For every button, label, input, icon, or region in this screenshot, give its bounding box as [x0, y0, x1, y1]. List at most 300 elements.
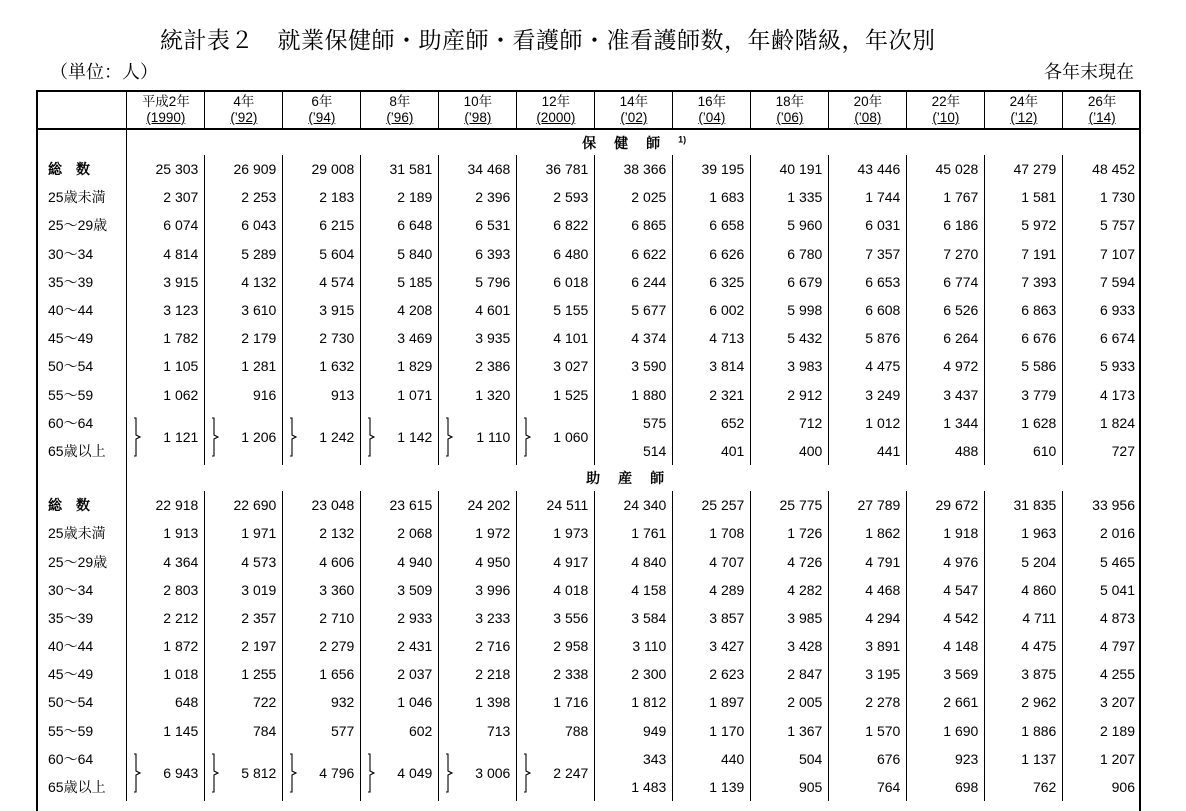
- header-corner: [36, 91, 127, 129]
- year-western: (’06): [776, 110, 804, 125]
- data-cell: 1 963: [985, 519, 1063, 547]
- data-cell: 905: [751, 773, 829, 801]
- data-cell: 5 840: [361, 240, 439, 268]
- section-heading-row: [36, 129, 1141, 155]
- row-label: 40～44: [48, 638, 94, 655]
- data-cell: 4 797: [1063, 632, 1141, 660]
- data-cell: 4 132: [205, 268, 283, 296]
- data-cell: 1 071: [361, 381, 439, 409]
- merged-data-cell: [283, 745, 361, 801]
- data-cell: 6 043: [205, 211, 283, 239]
- data-cell: 1 581: [985, 183, 1063, 211]
- year-label: 18年: [775, 94, 805, 109]
- year-label: 22年: [931, 94, 961, 109]
- data-cell: 2 593: [517, 183, 595, 211]
- data-cell: 4 860: [985, 576, 1063, 604]
- data-cell: 3 360: [283, 576, 361, 604]
- year-label: 6年: [311, 94, 333, 109]
- age-row: [36, 352, 1141, 380]
- data-cell: 488: [907, 437, 985, 465]
- data-cell: 1 483: [595, 773, 673, 801]
- data-cell: 713: [439, 717, 517, 745]
- data-cell: 1 918: [907, 519, 985, 547]
- data-cell: 1 062: [127, 381, 205, 409]
- row-label: 50～54: [48, 358, 94, 375]
- row-label: 65歳以上: [48, 779, 106, 796]
- row-label: 35～39: [48, 273, 94, 290]
- table-right-border: [1139, 90, 1141, 811]
- year-western: (’08): [854, 110, 882, 125]
- merged-data-cell: [127, 409, 205, 465]
- data-cell: 1 012: [829, 409, 907, 437]
- data-cell: 4 475: [985, 632, 1063, 660]
- data-cell: 6 622: [595, 240, 673, 268]
- row-label: 30～34: [48, 581, 94, 598]
- data-cell: 48 452: [1063, 155, 1141, 183]
- data-cell: 764: [829, 773, 907, 801]
- year-header: [205, 91, 283, 129]
- data-cell: 949: [595, 717, 673, 745]
- data-cell: 7 270: [907, 240, 985, 268]
- row-label: 55～59: [48, 722, 94, 739]
- data-cell: 4 711: [985, 604, 1063, 632]
- year-header: [985, 91, 1063, 129]
- data-cell: 2 037: [361, 660, 439, 688]
- data-cell: 5 432: [751, 324, 829, 352]
- data-cell: 2 710: [283, 604, 361, 632]
- data-cell: 916: [205, 381, 283, 409]
- data-cell: 2 357: [205, 604, 283, 632]
- statistics-table: [36, 90, 1141, 801]
- data-cell: 24 340: [595, 491, 673, 519]
- data-cell: 23 048: [283, 491, 361, 519]
- age-row: [36, 576, 1141, 604]
- data-cell: 1 320: [439, 381, 517, 409]
- data-cell: 1 344: [907, 409, 985, 437]
- data-cell: 6 531: [439, 211, 517, 239]
- data-cell: 3 983: [751, 352, 829, 380]
- data-cell: 788: [517, 717, 595, 745]
- data-cell: 2 068: [361, 519, 439, 547]
- data-cell: 6 933: [1063, 296, 1141, 324]
- year-label: 16年: [697, 94, 727, 109]
- data-cell: 2 431: [361, 632, 439, 660]
- data-cell: 1 656: [283, 660, 361, 688]
- data-cell: 6 608: [829, 296, 907, 324]
- data-cell: 4 917: [517, 547, 595, 575]
- merged-value: 1 242: [319, 428, 355, 445]
- data-cell: 38 366: [595, 155, 673, 183]
- data-cell: 7 357: [829, 240, 907, 268]
- data-cell: 2 912: [751, 381, 829, 409]
- age-row: [36, 268, 1141, 296]
- data-cell: 6 264: [907, 324, 985, 352]
- year-header: [1063, 91, 1141, 129]
- year-western: (2000): [536, 110, 576, 125]
- data-cell: 1 824: [1063, 409, 1141, 437]
- data-cell: 4 282: [751, 576, 829, 604]
- data-cell: 5 604: [283, 240, 361, 268]
- data-cell: 4 158: [595, 576, 673, 604]
- data-cell: 4 208: [361, 296, 439, 324]
- data-cell: 1 897: [673, 688, 751, 716]
- row-label: 60～64: [48, 750, 94, 767]
- data-cell: 722: [205, 688, 283, 716]
- data-cell: 6 626: [673, 240, 751, 268]
- data-cell: 7 107: [1063, 240, 1141, 268]
- data-cell: 6 676: [985, 324, 1063, 352]
- data-cell: 36 781: [517, 155, 595, 183]
- data-cell: 31 581: [361, 155, 439, 183]
- section-title: [127, 465, 1141, 491]
- data-cell: 1 716: [517, 688, 595, 716]
- year-header: [517, 91, 595, 129]
- data-cell: 1 973: [517, 519, 595, 547]
- data-cell: 4 972: [907, 352, 985, 380]
- age-row: [36, 660, 1141, 688]
- data-cell: 26 909: [205, 155, 283, 183]
- data-cell: 4 726: [751, 547, 829, 575]
- data-cell: 4 601: [439, 296, 517, 324]
- data-cell: 33 956: [1063, 491, 1141, 519]
- data-cell: 514: [595, 437, 673, 465]
- data-cell: 3 556: [517, 604, 595, 632]
- row-label: 35～39: [48, 609, 94, 626]
- data-cell: 4 364: [127, 547, 205, 575]
- data-cell: 3 996: [439, 576, 517, 604]
- data-cell: 3 123: [127, 296, 205, 324]
- merged-value: 2 247: [553, 764, 589, 781]
- data-cell: 6 480: [517, 240, 595, 268]
- data-cell: 2 730: [283, 324, 361, 352]
- section-name: 保健師: [582, 134, 679, 151]
- data-cell: 1 782: [127, 324, 205, 352]
- data-cell: 6 653: [829, 268, 907, 296]
- data-cell: 1 829: [361, 352, 439, 380]
- data-cell: 3 428: [751, 632, 829, 660]
- data-cell: 4 018: [517, 576, 595, 604]
- merged-value: 6 943: [163, 764, 199, 781]
- data-cell: 2 321: [673, 381, 751, 409]
- data-cell: 2 307: [127, 183, 205, 211]
- age-row: [36, 717, 1141, 745]
- data-cell: 31 835: [985, 491, 1063, 519]
- data-cell: 5 960: [751, 211, 829, 239]
- data-cell: 1 018: [127, 660, 205, 688]
- data-cell: 906: [1063, 773, 1141, 801]
- data-cell: 1 690: [907, 717, 985, 745]
- data-cell: 40 191: [751, 155, 829, 183]
- data-cell: 47 279: [985, 155, 1063, 183]
- data-cell: 4 976: [907, 547, 985, 575]
- age-row: [36, 604, 1141, 632]
- data-cell: 4 542: [907, 604, 985, 632]
- data-cell: 4 289: [673, 576, 751, 604]
- data-cell: 727: [1063, 437, 1141, 465]
- table-left-border: [36, 90, 38, 811]
- data-cell: 1 335: [751, 183, 829, 211]
- merged-value: 5 812: [241, 764, 277, 781]
- data-cell: 22 918: [127, 491, 205, 519]
- data-cell: 1 046: [361, 688, 439, 716]
- header-row: [36, 91, 1141, 129]
- data-cell: 2 278: [829, 688, 907, 716]
- data-cell: 1 170: [673, 717, 751, 745]
- brace-icon: [211, 417, 219, 457]
- data-cell: 1 139: [673, 773, 751, 801]
- year-header: [751, 91, 829, 129]
- data-cell: 24 202: [439, 491, 517, 519]
- merged-value: 1 121: [163, 428, 199, 445]
- year-western: (’02): [620, 110, 648, 125]
- data-cell: 5 972: [985, 211, 1063, 239]
- merged-value: 1 206: [241, 428, 277, 445]
- data-cell: 2 218: [439, 660, 517, 688]
- data-cell: 5 998: [751, 296, 829, 324]
- data-cell: 1 570: [829, 717, 907, 745]
- brace-icon: [523, 417, 531, 457]
- as-of-label: 各年末現在: [1044, 62, 1134, 83]
- data-cell: 3 814: [673, 352, 751, 380]
- data-cell: 6 393: [439, 240, 517, 268]
- row-label: 25歳未満: [48, 189, 106, 206]
- merged-data-cell: [439, 409, 517, 465]
- data-cell: 913: [283, 381, 361, 409]
- age-row: [36, 296, 1141, 324]
- data-cell: 2 025: [595, 183, 673, 211]
- row-label: 25～29歳: [48, 553, 108, 570]
- data-cell: 1 730: [1063, 183, 1141, 211]
- year-header: [829, 91, 907, 129]
- data-cell: 6 018: [517, 268, 595, 296]
- row-label: 60～64: [48, 414, 94, 431]
- data-cell: 4 374: [595, 324, 673, 352]
- data-cell: 7 191: [985, 240, 1063, 268]
- data-cell: 1 726: [751, 519, 829, 547]
- data-cell: 4 101: [517, 324, 595, 352]
- age-row: [36, 211, 1141, 239]
- data-cell: 712: [751, 409, 829, 437]
- data-cell: 5 465: [1063, 547, 1141, 575]
- data-cell: 932: [283, 688, 361, 716]
- data-cell: 2 253: [205, 183, 283, 211]
- year-header: [439, 91, 517, 129]
- data-cell: 1 367: [751, 717, 829, 745]
- year-western: (’98): [464, 110, 492, 125]
- age-row: [36, 240, 1141, 268]
- data-cell: 5 796: [439, 268, 517, 296]
- data-cell: 2 962: [985, 688, 1063, 716]
- data-cell: 3 427: [673, 632, 751, 660]
- data-cell: 1 886: [985, 717, 1063, 745]
- merged-data-cell: [205, 409, 283, 465]
- data-cell: 3 233: [439, 604, 517, 632]
- merged-value: 4 049: [397, 764, 433, 781]
- data-cell: 648: [127, 688, 205, 716]
- merged-data-cell: [439, 745, 517, 801]
- brace-icon: [445, 417, 453, 457]
- year-western: (’96): [386, 110, 414, 125]
- data-cell: 1 105: [127, 352, 205, 380]
- data-cell: 5 677: [595, 296, 673, 324]
- data-cell: 1 972: [439, 519, 517, 547]
- data-cell: 1 971: [205, 519, 283, 547]
- year-header: [673, 91, 751, 129]
- age-row: [36, 547, 1141, 575]
- data-cell: 5 204: [985, 547, 1063, 575]
- data-cell: 4 148: [907, 632, 985, 660]
- data-cell: 2 189: [1063, 717, 1141, 745]
- data-cell: 5 185: [361, 268, 439, 296]
- year-label: 14年: [619, 94, 649, 109]
- year-western: (’04): [698, 110, 726, 125]
- table-title: 統計表２ 就業保健師・助産師・看護師・准看護師数，年齢階級，年次別: [160, 28, 936, 54]
- age-row: [36, 324, 1141, 352]
- data-cell: 22 690: [205, 491, 283, 519]
- age-row: [36, 688, 1141, 716]
- data-cell: 2 132: [283, 519, 361, 547]
- data-cell: 1 812: [595, 688, 673, 716]
- data-cell: 676: [829, 745, 907, 773]
- data-cell: 45 028: [907, 155, 985, 183]
- data-cell: 3 891: [829, 632, 907, 660]
- data-cell: 4 707: [673, 547, 751, 575]
- data-cell: 575: [595, 409, 673, 437]
- data-cell: 5 289: [205, 240, 283, 268]
- year-western: (’94): [308, 110, 336, 125]
- data-cell: 7 594: [1063, 268, 1141, 296]
- data-cell: 2 016: [1063, 519, 1141, 547]
- data-cell: 5 155: [517, 296, 595, 324]
- brace-icon: [289, 753, 297, 793]
- merged-value: 1 060: [553, 428, 589, 445]
- merged-data-cell: [205, 745, 283, 801]
- year-label: 8年: [389, 94, 411, 109]
- brace-icon: [445, 753, 453, 793]
- data-cell: 2 386: [439, 352, 517, 380]
- data-cell: 2 338: [517, 660, 595, 688]
- data-cell: 577: [283, 717, 361, 745]
- data-cell: 3 195: [829, 660, 907, 688]
- data-cell: 3 779: [985, 381, 1063, 409]
- data-cell: 4 713: [673, 324, 751, 352]
- row-label: 55～59: [48, 386, 94, 403]
- data-cell: 4 791: [829, 547, 907, 575]
- data-cell: 4 475: [829, 352, 907, 380]
- brace-icon: [289, 417, 297, 457]
- data-cell: 3 875: [985, 660, 1063, 688]
- section-name: 助産師: [586, 470, 683, 487]
- data-cell: 2 396: [439, 183, 517, 211]
- data-cell: 34 468: [439, 155, 517, 183]
- data-cell: 3 935: [439, 324, 517, 352]
- merged-value: 4 796: [319, 764, 355, 781]
- data-cell: 1 207: [1063, 745, 1141, 773]
- section-label-blank: [36, 465, 127, 491]
- section-label-blank: [36, 129, 127, 155]
- data-cell: 1 398: [439, 688, 517, 716]
- data-cell: 6 863: [985, 296, 1063, 324]
- data-cell: 440: [673, 745, 751, 773]
- merged-value: 1 110: [476, 428, 511, 445]
- data-cell: 343: [595, 745, 673, 773]
- age-row: [36, 519, 1141, 547]
- row-label: 総数: [48, 497, 104, 514]
- age-row: [36, 409, 1141, 437]
- brace-icon: [211, 753, 219, 793]
- data-cell: 1 761: [595, 519, 673, 547]
- year-label: 10年: [463, 94, 493, 109]
- data-cell: 1 683: [673, 183, 751, 211]
- data-cell: 3 437: [907, 381, 985, 409]
- data-cell: 4 814: [127, 240, 205, 268]
- merged-data-cell: [517, 409, 595, 465]
- data-cell: 6 186: [907, 211, 985, 239]
- data-cell: 2 623: [673, 660, 751, 688]
- year-header: [127, 91, 205, 129]
- data-cell: 400: [751, 437, 829, 465]
- data-cell: 3 019: [205, 576, 283, 604]
- data-cell: 6 002: [673, 296, 751, 324]
- year-western: (1990): [146, 110, 186, 125]
- data-cell: 4 873: [1063, 604, 1141, 632]
- data-cell: 3 590: [595, 352, 673, 380]
- data-cell: 5 876: [829, 324, 907, 352]
- data-cell: 6 325: [673, 268, 751, 296]
- merged-data-cell: [361, 409, 439, 465]
- data-cell: 4 574: [283, 268, 361, 296]
- year-label: 26年: [1087, 94, 1117, 109]
- data-cell: 2 803: [127, 576, 205, 604]
- row-label: 総数: [48, 161, 104, 178]
- data-cell: 25 775: [751, 491, 829, 519]
- data-cell: 2 661: [907, 688, 985, 716]
- data-cell: 2 958: [517, 632, 595, 660]
- data-cell: 2 183: [283, 183, 361, 211]
- data-cell: 3 915: [283, 296, 361, 324]
- data-cell: 923: [907, 745, 985, 773]
- data-cell: 1 913: [127, 519, 205, 547]
- data-cell: 43 446: [829, 155, 907, 183]
- data-cell: 5 586: [985, 352, 1063, 380]
- merged-data-cell: [517, 745, 595, 801]
- data-cell: 6 865: [595, 211, 673, 239]
- data-cell: 4 950: [439, 547, 517, 575]
- data-cell: 2 005: [751, 688, 829, 716]
- data-cell: 1 255: [205, 660, 283, 688]
- age-row: [36, 183, 1141, 211]
- section-title: [127, 129, 1141, 155]
- row-label: 45～49: [48, 330, 94, 347]
- data-cell: 2 212: [127, 604, 205, 632]
- row-label: 50～54: [48, 694, 94, 711]
- data-cell: 3 469: [361, 324, 439, 352]
- data-cell: 24 511: [517, 491, 595, 519]
- data-cell: 6 658: [673, 211, 751, 239]
- merged-data-cell: [283, 409, 361, 465]
- data-cell: 1 628: [985, 409, 1063, 437]
- data-cell: 2 716: [439, 632, 517, 660]
- data-cell: 2 179: [205, 324, 283, 352]
- data-cell: 3 027: [517, 352, 595, 380]
- merged-value: 1 142: [397, 428, 433, 445]
- data-cell: 1 880: [595, 381, 673, 409]
- data-cell: 4 840: [595, 547, 673, 575]
- merged-value: 3 006: [475, 764, 511, 781]
- data-cell: 6 215: [283, 211, 361, 239]
- data-cell: 6 822: [517, 211, 595, 239]
- year-label: 24年: [1009, 94, 1039, 109]
